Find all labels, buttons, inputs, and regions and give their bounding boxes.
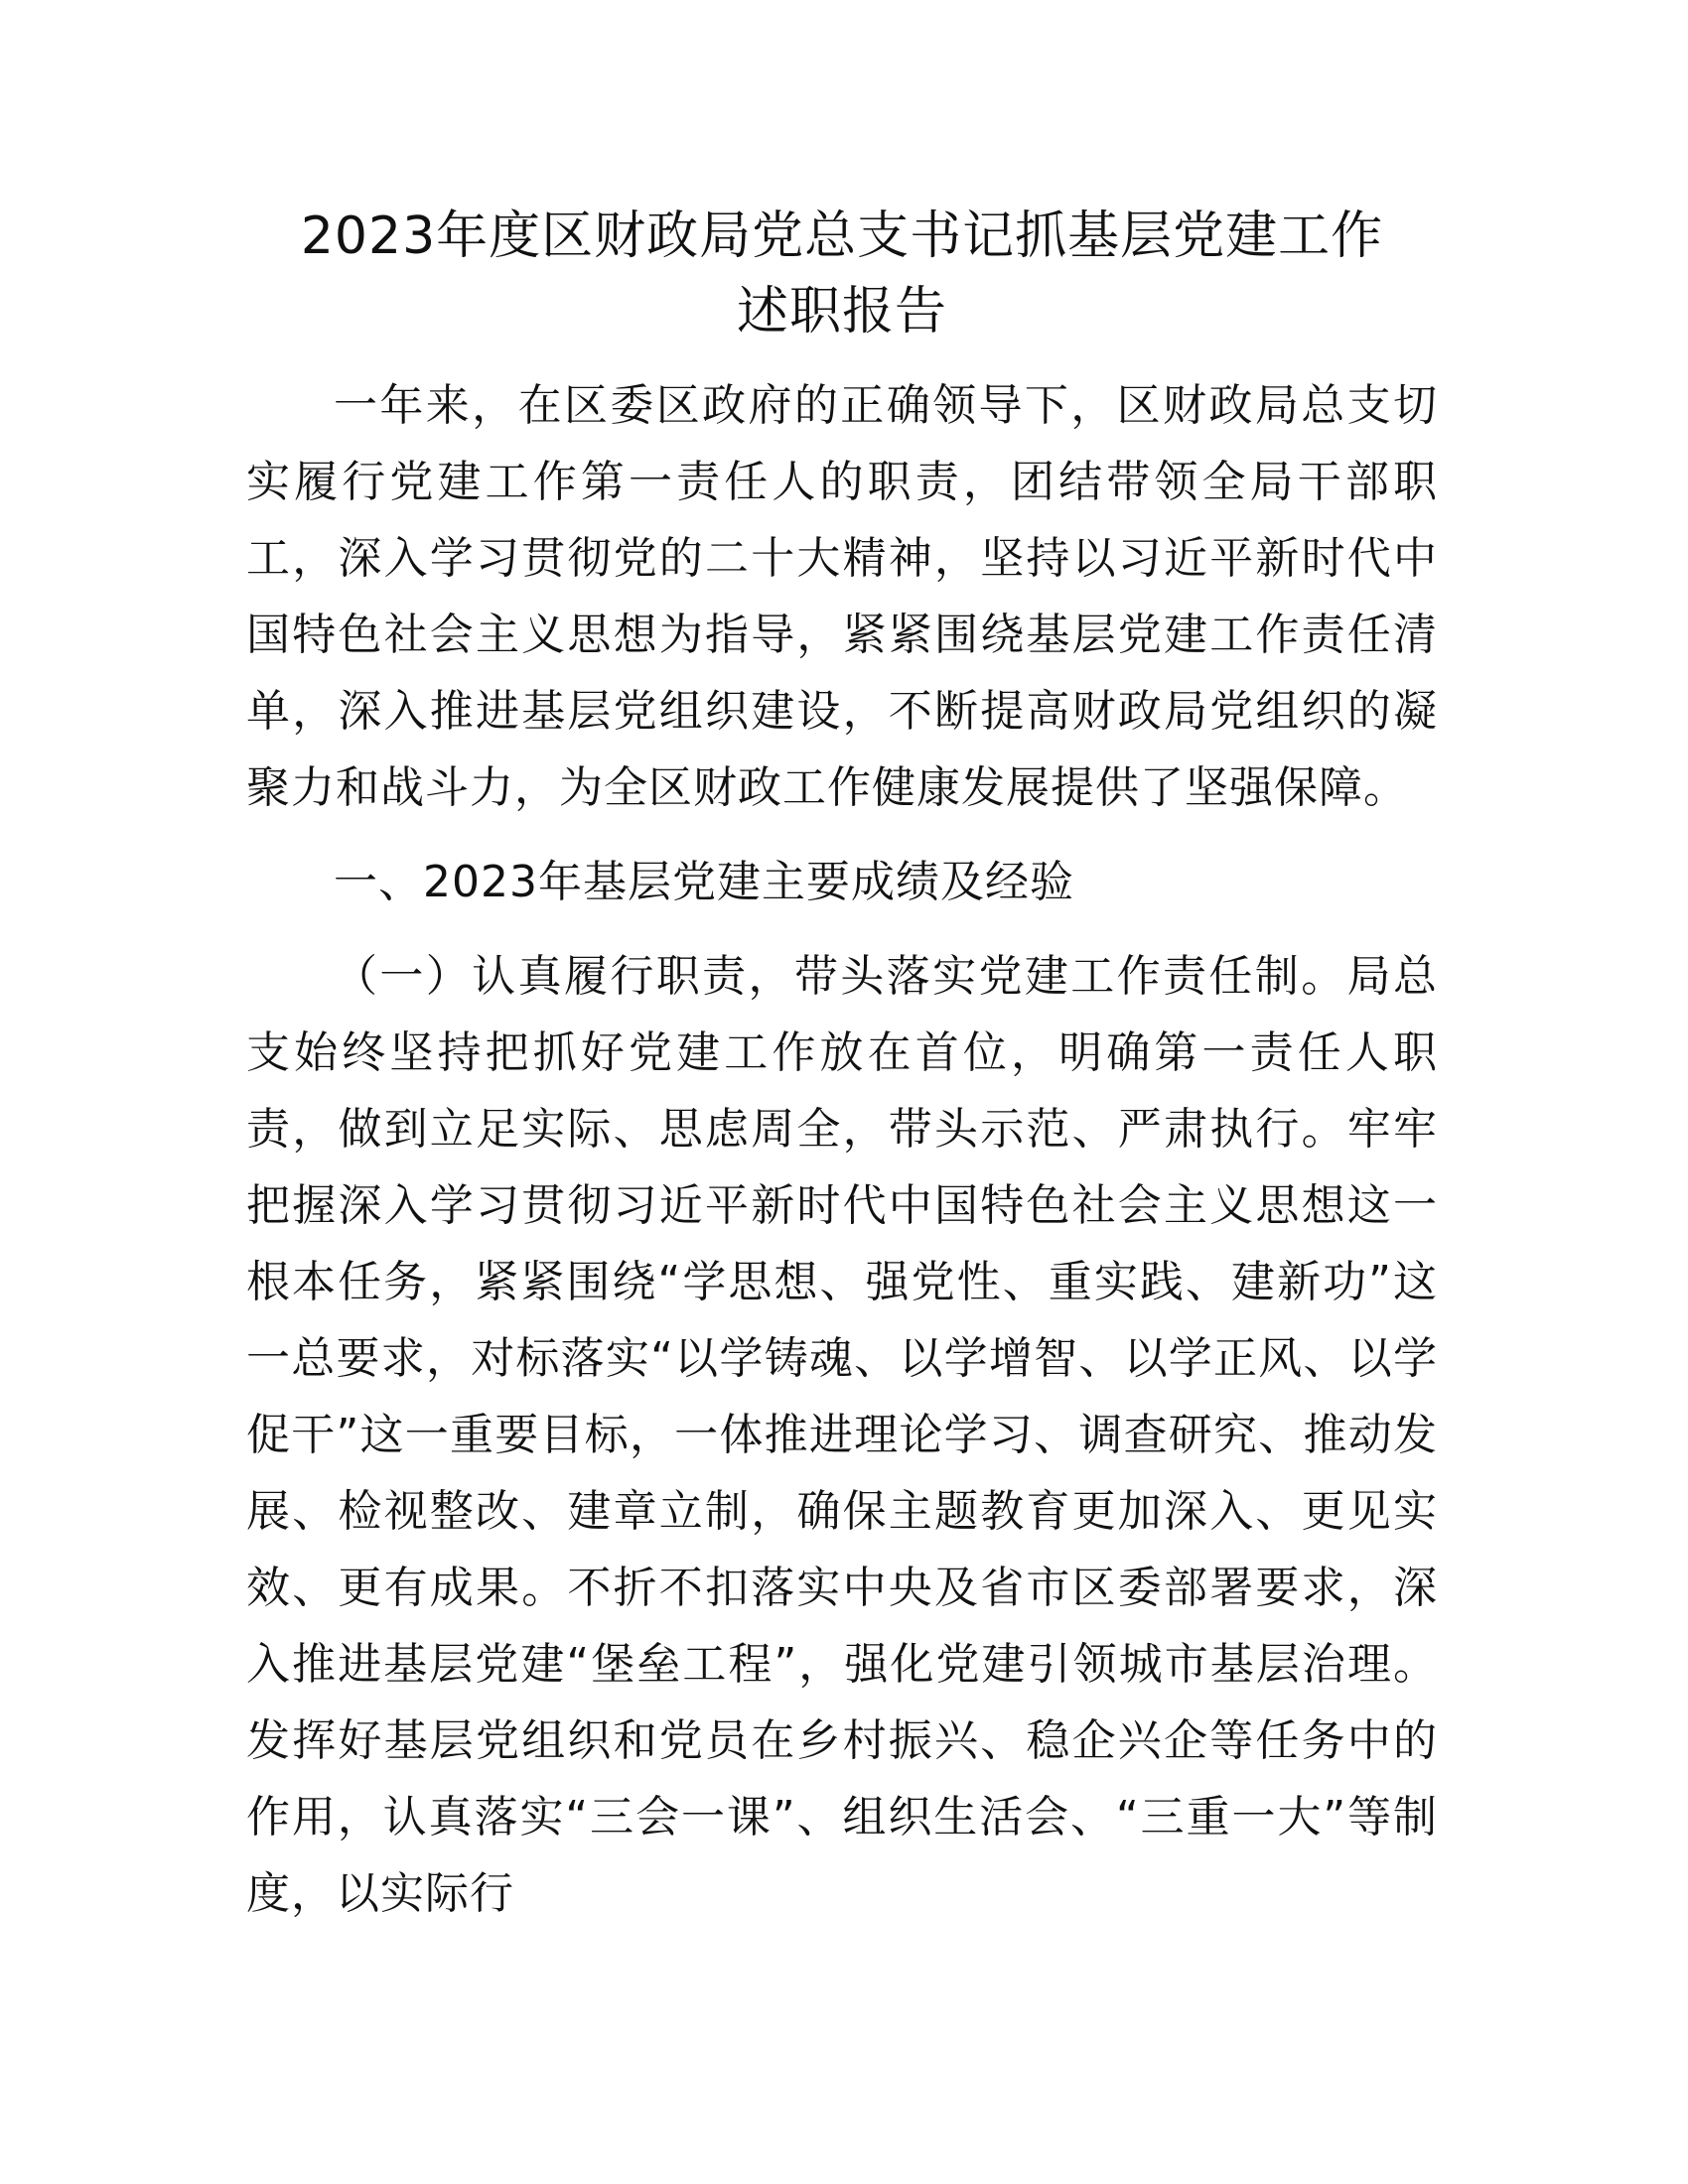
section-paragraph: （一）认真履行职责，带头落实党建工作责任制。局总支始终坚持把抓好党建工作放在首位，明确第一责任人职责，做到立足实际、思虑周全，带头示范、严肃执行。牢牢把握深入学习贯彻习近平新时代中国特色社会主义思想这一根本任务，紧紧围绕“学思想、强党性、重实践、建新功”这一总要求，对标落实“以学铸魂、以学增智、以学正风、以学促干”这一重要目标，一体推进理论学习、调查研究、推动发展、检视整改、建章立制，确保主题教育更加深入、更见实效、更有成果。不折不扣落实中央及省市区委部署要求，深入推进基层党建“堡垒工程”，强化党建引领城市基层治理。发挥好基层党组织和党员在乡村振兴、稳企兴企等任务中的作用，认真落实“三会一课”、组织生活会、“三重一大”等制度，以实际行: [246, 951, 1438, 1919]
title-line-2: 述职报告: [736, 282, 947, 341]
title-line-1: 2023年度区财政局党总支书记抓基层党建工作: [300, 206, 1384, 266]
intro-paragraph: 一年来，在区委区政府的正确领导下，区财政局总支切实履行党建工作第一责任人的职责，团结带领全局干部职工，深入学习贯彻党的二十大精神，坚持以习近平新时代中国特色社会主义思想为指导，紧紧围绕基层党建工作责任清单，深入推进基层党组织建设，不断提高财政局党组织的凝聚力和战斗力，为全区财政工作健康发展提供了坚强保障。: [246, 380, 1438, 813]
section-heading: 一、2023年基层党建主要成绩及经验: [334, 857, 1074, 907]
page-title: [246, 199, 1438, 349]
document-body: [246, 199, 1438, 1932]
